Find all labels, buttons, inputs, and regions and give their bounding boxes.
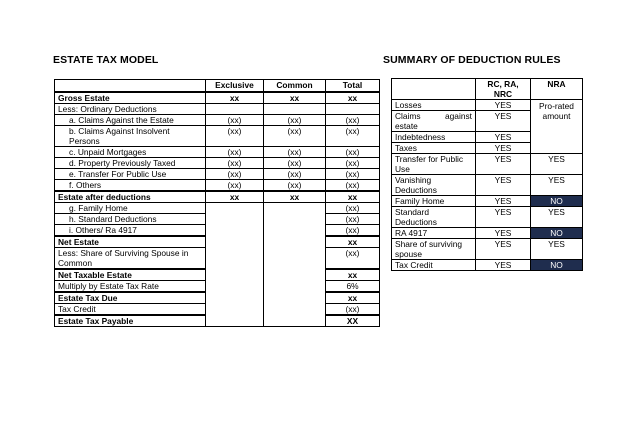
row-label: Gross Estate	[55, 92, 206, 104]
cell-common: (xx)	[264, 179, 326, 191]
row-label: Standard Deductions	[392, 207, 476, 228]
row-label: Less: Share of Surviving Spouse in Common	[55, 247, 206, 269]
label-part: Claims	[395, 111, 421, 121]
header-blank	[55, 80, 206, 92]
cell-common: (xx)	[264, 157, 326, 168]
cell-total: (xx)	[326, 247, 380, 269]
row-label: Transfer for Public Use	[392, 154, 476, 175]
cell-nra: Pro-rated amount	[531, 100, 583, 154]
cell-exclusive	[206, 303, 264, 315]
row-label: Tax Credit	[55, 303, 206, 315]
cell-common	[264, 247, 326, 269]
cell-common	[264, 303, 326, 315]
cell-total: (xx)	[326, 168, 380, 179]
row-label: Share of surviving spouse	[392, 239, 476, 260]
cell-rc: YES	[476, 207, 531, 228]
table-row	[55, 315, 380, 327]
table-row	[55, 247, 380, 269]
cell-nra: YES	[531, 239, 583, 260]
cell-common	[264, 224, 326, 236]
cell-total: (xx)	[326, 179, 380, 191]
cell-total: (xx)	[326, 213, 380, 224]
row-label: RA 4917	[392, 228, 476, 239]
cell-total: (xx)	[326, 125, 380, 146]
cell-exclusive	[206, 269, 264, 281]
cell-exclusive: xx	[206, 191, 264, 203]
cell-nra: YES	[531, 175, 583, 196]
table-row	[55, 303, 380, 315]
row-label: Taxes	[392, 143, 476, 154]
label-part: against	[444, 111, 472, 121]
row-label: Losses	[392, 100, 476, 111]
label-part: estate	[395, 121, 418, 131]
table-row	[55, 157, 380, 168]
table-row	[392, 260, 583, 271]
cell-common: (xx)	[264, 146, 326, 157]
cell-total: xx	[326, 269, 380, 281]
table-row	[55, 236, 380, 248]
table-row	[55, 146, 380, 157]
cell-total: xx	[326, 92, 380, 104]
table-row	[55, 92, 380, 104]
cell-nra: NO	[531, 260, 583, 271]
cell-rc: YES	[476, 111, 531, 132]
cell-total: xx	[326, 236, 380, 248]
table-row	[55, 191, 380, 203]
cell-rc: YES	[476, 143, 531, 154]
row-label: Estate after deductions	[55, 191, 206, 203]
cell-common	[264, 315, 326, 327]
row-label: Family Home	[392, 196, 476, 207]
cell-common: (xx)	[264, 125, 326, 146]
table-row	[392, 196, 583, 207]
table-row	[392, 100, 583, 111]
cell-total: (xx)	[326, 224, 380, 236]
cell-total: XX	[326, 315, 380, 327]
table-row	[392, 239, 583, 260]
header-common: Common	[264, 80, 326, 92]
table-row	[55, 179, 380, 191]
estate-tax-table	[54, 79, 380, 327]
cell-rc: YES	[476, 132, 531, 143]
cell-exclusive: (xx)	[206, 125, 264, 146]
table-row	[55, 202, 380, 213]
table-row	[55, 224, 380, 236]
header-rc-ra-nrc: RC, RA, NRC	[476, 79, 531, 100]
cell-common: xx	[264, 191, 326, 203]
cell-rc: YES	[476, 196, 531, 207]
estate-tax-model-title: ESTATE TAX MODEL	[53, 54, 159, 66]
cell-common: (xx)	[264, 114, 326, 125]
cell-total: xx	[326, 191, 380, 203]
row-label: h. Standard Deductions	[55, 213, 206, 224]
deduction-rules-table	[391, 78, 583, 271]
cell-exclusive	[206, 280, 264, 292]
row-label: Estate Tax Due	[55, 292, 206, 304]
row-label: Estate Tax Payable	[55, 315, 206, 327]
cell-total: (xx)	[326, 157, 380, 168]
row-label: Vanishing Deductions	[392, 175, 476, 196]
table-row	[55, 103, 380, 114]
cell-total: (xx)	[326, 146, 380, 157]
row-label: Indebtedness	[392, 132, 476, 143]
cell-common: (xx)	[264, 168, 326, 179]
cell-common	[264, 280, 326, 292]
row-label: d. Property Previously Taxed	[55, 157, 206, 168]
table-row	[392, 228, 583, 239]
table-row	[392, 175, 583, 196]
row-label	[392, 111, 476, 132]
row-label: e. Transfer For Public Use	[55, 168, 206, 179]
cell-exclusive: xx	[206, 92, 264, 104]
table-row	[55, 269, 380, 281]
row-label: Net Taxable Estate	[55, 269, 206, 281]
cell-nra: YES	[531, 154, 583, 175]
row-label: g. Family Home	[55, 202, 206, 213]
row-label: b. Claims Against Insolvent Persons	[55, 125, 206, 146]
cell-exclusive	[206, 315, 264, 327]
table-row	[55, 114, 380, 125]
cell-exclusive: (xx)	[206, 114, 264, 125]
row-label: a. Claims Against the Estate	[55, 114, 206, 125]
cell-rc: YES	[476, 100, 531, 111]
cell-common	[264, 202, 326, 213]
cell-common	[264, 103, 326, 114]
cell-exclusive: (xx)	[206, 179, 264, 191]
cell-common	[264, 213, 326, 224]
summary-title: SUMMARY OF DEDUCTION RULES	[383, 54, 561, 66]
row-label: Less: Ordinary Deductions	[55, 103, 206, 114]
row-label: f. Others	[55, 179, 206, 191]
cell-total: (xx)	[326, 303, 380, 315]
cell-exclusive	[206, 213, 264, 224]
cell-nra: NO	[531, 228, 583, 239]
table-row	[55, 213, 380, 224]
table-row	[392, 154, 583, 175]
cell-rc: YES	[476, 239, 531, 260]
cell-exclusive	[206, 236, 264, 248]
cell-total: xx	[326, 292, 380, 304]
cell-rc: YES	[476, 154, 531, 175]
cell-nra: NO	[531, 196, 583, 207]
table-row	[55, 168, 380, 179]
header-nra: NRA	[531, 79, 583, 100]
row-label: Net Estate	[55, 236, 206, 248]
table-row	[55, 280, 380, 292]
cell-total: 6%	[326, 280, 380, 292]
cell-exclusive	[206, 202, 264, 213]
cell-rc: YES	[476, 228, 531, 239]
header-total: Total	[326, 80, 380, 92]
cell-exclusive: (xx)	[206, 157, 264, 168]
table-row	[392, 207, 583, 228]
cell-rc: YES	[476, 260, 531, 271]
cell-exclusive: (xx)	[206, 168, 264, 179]
cell-common	[264, 292, 326, 304]
cell-exclusive: (xx)	[206, 146, 264, 157]
cell-common	[264, 269, 326, 281]
table-row	[55, 292, 380, 304]
header-exclusive: Exclusive	[206, 80, 264, 92]
cell-rc: YES	[476, 175, 531, 196]
cell-exclusive	[206, 224, 264, 236]
cell-nra: YES	[531, 207, 583, 228]
row-label: c. Unpaid Mortgages	[55, 146, 206, 157]
header-blank	[392, 79, 476, 100]
row-label: Multiply by Estate Tax Rate	[55, 280, 206, 292]
cell-exclusive	[206, 247, 264, 269]
row-label: i. Others/ Ra 4917	[55, 224, 206, 236]
cell-exclusive	[206, 103, 264, 114]
row-label: Tax Credit	[392, 260, 476, 271]
cell-total	[326, 103, 380, 114]
cell-common	[264, 236, 326, 248]
cell-total: (xx)	[326, 114, 380, 125]
cell-exclusive	[206, 292, 264, 304]
table-row	[55, 125, 380, 146]
cell-common: xx	[264, 92, 326, 104]
cell-total: (xx)	[326, 202, 380, 213]
